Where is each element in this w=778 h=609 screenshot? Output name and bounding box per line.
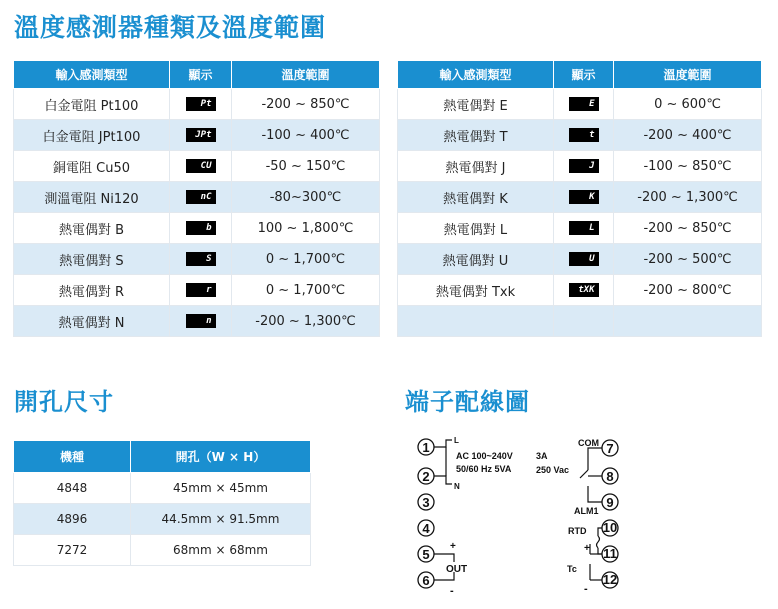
- table-row: [398, 151, 762, 182]
- seven-segment-display-icon: n: [186, 314, 216, 328]
- seven-segment-display-icon: tXK: [569, 283, 599, 297]
- temperature-range-cell: -200 ~ 850℃: [614, 213, 762, 244]
- seven-segment-display-icon: t: [569, 128, 599, 142]
- terminal-9-label: 9: [606, 495, 614, 510]
- terminal-block-left: [418, 439, 434, 588]
- table-row: [398, 89, 762, 120]
- sensor-type-cell: 熱電偶對 Txk: [398, 275, 554, 306]
- sensor-type-cell: 熱電偶對 S: [14, 244, 170, 275]
- page-title: 溫度感測器種類及溫度範圍: [14, 13, 327, 42]
- model-cell: 7272: [14, 535, 131, 566]
- temperature-range-cell: -200 ~ 1,300℃: [232, 306, 380, 337]
- seven-segment-display-icon: JPt: [186, 128, 216, 142]
- empty-cell: [398, 306, 554, 337]
- power-frequency-label: 50/60 Hz 5VA: [456, 464, 512, 474]
- table-row: [398, 213, 762, 244]
- sensor-type-cell: 熱電偶對 R: [14, 275, 170, 306]
- sensor-table-left: [13, 60, 380, 337]
- sensor-plus: +: [584, 543, 590, 554]
- display-cell: [554, 213, 614, 244]
- table-row: [14, 151, 380, 182]
- terminal-1-label: 1: [422, 440, 430, 455]
- cutout-table: [13, 440, 311, 566]
- sensor-type-cell: 銅電阻 Cu50: [14, 151, 170, 182]
- seven-segment-display-icon: nC: [186, 190, 216, 204]
- com-label: COM: [578, 438, 599, 448]
- header-display: 顯示: [170, 61, 232, 89]
- relay-voltage-label: 250 Vac: [536, 465, 570, 475]
- cutout-title: 開孔尺寸: [14, 388, 114, 416]
- empty-cell: [554, 306, 614, 337]
- temperature-range-cell: -200 ~ 400℃: [614, 120, 762, 151]
- display-cell: [170, 151, 232, 182]
- seven-segment-display-icon: S: [186, 252, 216, 266]
- display-cell: [554, 182, 614, 213]
- display-cell: [554, 89, 614, 120]
- sensor-type-cell: 熱電偶對 N: [14, 306, 170, 337]
- temperature-range-cell: -200 ~ 800℃: [614, 275, 762, 306]
- tc-label: Tc: [567, 564, 577, 574]
- display-cell: [170, 182, 232, 213]
- terminal-2-label: 2: [422, 469, 430, 484]
- display-cell: [170, 306, 232, 337]
- seven-segment-display-icon: K: [569, 190, 599, 204]
- relay-wiring: [580, 448, 602, 502]
- terminal-11-label: 11: [603, 546, 617, 561]
- model-cell: 4896: [14, 504, 131, 535]
- terminal-3-label: 3: [422, 495, 430, 510]
- sensor-type-cell: 白金電阻 Pt100: [14, 89, 170, 120]
- sensor-type-cell: 熱電偶對 E: [398, 89, 554, 120]
- sensor-type-cell: 熱電偶對 T: [398, 120, 554, 151]
- output-minus: -: [450, 585, 454, 597]
- temperature-range-cell: -100 ~ 850℃: [614, 151, 762, 182]
- sensor-type-cell: 白金電阻 JPt100: [14, 120, 170, 151]
- empty-cell: [614, 306, 762, 337]
- terminal-10-label: 10: [602, 520, 618, 535]
- terminal-5-label: 5: [422, 547, 430, 562]
- output-label: OUT: [446, 564, 468, 575]
- terminal-4-label: 4: [422, 521, 430, 536]
- terminal-7-label: 7: [606, 441, 614, 456]
- display-cell: [554, 120, 614, 151]
- temperature-range-cell: -100 ~ 400℃: [232, 120, 380, 151]
- sensor-type-cell: 熱電偶對 B: [14, 213, 170, 244]
- cutout-size-cell: 68mm × 68mm: [131, 535, 311, 566]
- table-row: [14, 120, 380, 151]
- cutout-size-cell: 44.5mm × 91.5mm: [131, 504, 311, 535]
- seven-segment-display-icon: b: [186, 221, 216, 235]
- header-range: 溫度範圍: [232, 61, 380, 89]
- display-cell: [554, 151, 614, 182]
- terminal-8-label: 8: [606, 469, 614, 484]
- header-display: 顯示: [554, 61, 614, 89]
- table-row: [14, 244, 380, 275]
- temperature-range-cell: 0 ~ 1,700℃: [232, 275, 380, 306]
- line-label: L: [454, 436, 459, 445]
- seven-segment-display-icon: L: [569, 221, 599, 235]
- seven-segment-display-icon: r: [186, 283, 216, 297]
- sensor-type-cell: 熱電偶對 K: [398, 182, 554, 213]
- table-row: [14, 182, 380, 213]
- model-cell: 4848: [14, 473, 131, 504]
- wiring-diagram: [412, 432, 632, 597]
- temperature-range-cell: -200 ~ 500℃: [614, 244, 762, 275]
- temperature-range-cell: 100 ~ 1,800℃: [232, 213, 380, 244]
- display-cell: [170, 275, 232, 306]
- terminal-12-label: 12: [602, 572, 618, 587]
- table-row: [398, 306, 762, 337]
- display-cell: [170, 89, 232, 120]
- display-cell: [170, 244, 232, 275]
- display-cell: [170, 120, 232, 151]
- table-row: [398, 120, 762, 151]
- temperature-range-cell: -80~300℃: [232, 182, 380, 213]
- temperature-range-cell: -200 ~ 850℃: [232, 89, 380, 120]
- table-row: [398, 182, 762, 213]
- sensor-table-right: [397, 60, 762, 337]
- terminal-block-right: [602, 440, 618, 588]
- table-row: [14, 213, 380, 244]
- power-wiring: [434, 440, 452, 484]
- cutout-size-cell: 45mm × 45mm: [131, 473, 311, 504]
- table-row: [14, 275, 380, 306]
- header-model: 機種: [14, 441, 131, 473]
- sensor-wiring: [590, 528, 602, 580]
- table-row: [398, 275, 762, 306]
- sensor-type-cell: 熱電偶對 U: [398, 244, 554, 275]
- table-row: [14, 535, 311, 566]
- seven-segment-display-icon: CU: [186, 159, 216, 173]
- temperature-range-cell: -50 ~ 150℃: [232, 151, 380, 182]
- header-input-type: 輸入感測類型: [14, 61, 170, 89]
- sensor-type-cell: 熱電偶對 J: [398, 151, 554, 182]
- rtd-label: RTD: [568, 526, 587, 536]
- display-cell: [554, 275, 614, 306]
- seven-segment-display-icon: E: [569, 97, 599, 111]
- table-row: [14, 473, 311, 504]
- header-input-type: 輸入感測類型: [398, 61, 554, 89]
- sensor-type-cell: 熱電偶對 L: [398, 213, 554, 244]
- display-cell: [554, 244, 614, 275]
- wiring-title: 端子配線圖: [405, 388, 530, 416]
- temperature-range-cell: -200 ~ 1,300℃: [614, 182, 762, 213]
- display-cell: [170, 213, 232, 244]
- header-cutout-size: 開孔（W × H）: [131, 441, 311, 473]
- neutral-label: N: [454, 482, 460, 491]
- table-row: [14, 89, 380, 120]
- alarm-label: ALM1: [574, 506, 599, 516]
- table-row: [14, 504, 311, 535]
- seven-segment-display-icon: U: [569, 252, 599, 266]
- power-voltage-label: AC 100~240V: [456, 451, 513, 461]
- table-row: [398, 244, 762, 275]
- seven-segment-display-icon: Pt: [186, 97, 216, 111]
- terminal-6-label: 6: [422, 573, 430, 588]
- sensor-minus: -: [584, 583, 588, 595]
- header-range: 溫度範圍: [614, 61, 762, 89]
- sensor-type-cell: 測溫電阻 Ni120: [14, 182, 170, 213]
- seven-segment-display-icon: J: [569, 159, 599, 173]
- table-row: [14, 306, 380, 337]
- temperature-range-cell: 0 ~ 1,700℃: [232, 244, 380, 275]
- output-plus: +: [450, 541, 456, 552]
- relay-current-label: 3A: [536, 451, 548, 461]
- temperature-range-cell: 0 ~ 600℃: [614, 89, 762, 120]
